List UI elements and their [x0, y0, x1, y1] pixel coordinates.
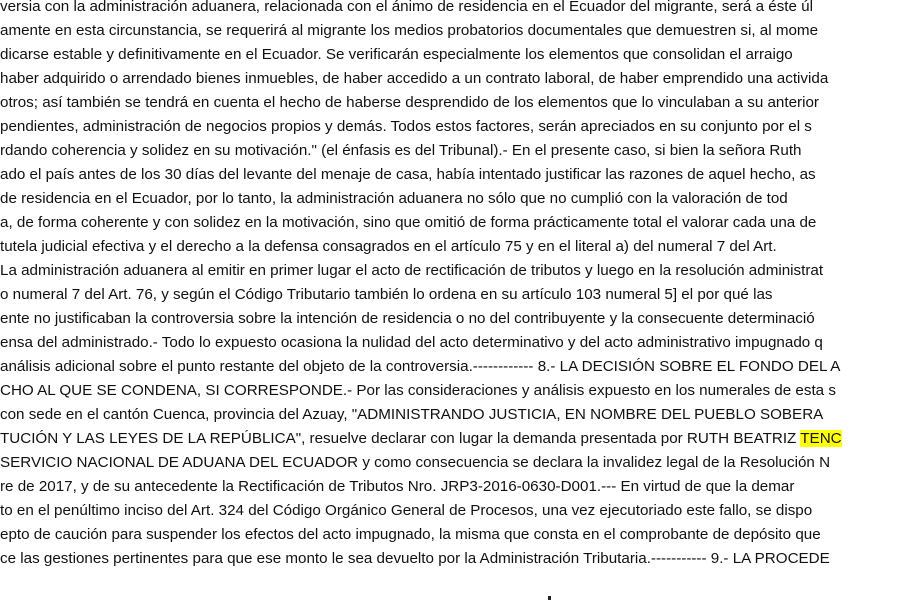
text-line-22: to en el penúltimo inciso del Art. 324 del Código Orgánico General de Procesos, una vez ejecutoriado este fallo, se dispo: [0, 502, 813, 519]
text-line-4: haber adquirido o arrendado bienes inmuebles, de haber accedido a un contrato laboral, de haber emprendido una activida: [0, 70, 829, 87]
text-line-16: análisis adicional sobre el punto restante del objeto de la controversia.------------ 8.- LA DECISIÓN SOBRE EL FONDO DEL A: [0, 358, 841, 375]
text-line-15: ensa del administrado.- Todo lo expuesto ocasiona la nulidad del acto determinativo y del acto administrativo impugnado q: [0, 334, 823, 351]
text-line-10: a, de forma coherente y con solidez en la motivación, sino que omitió de forma prácticamente total el valorar cada una de: [0, 214, 817, 231]
text-line-17: CHO AL QUE SE CONDENA, SI CORRESPONDE.- Por las consideraciones y análisis expuesto en los numerales de esta s: [0, 382, 836, 399]
text-line-19: [0, 427, 900, 451]
text-line-3: dicarse estable y definitivamente en el Ecuador. Se verificarán especialmente los elementos que consolidan el arraigo: [0, 46, 793, 63]
text-line-5: otros; así también se tendrá en cuenta el hecho de haberse desprendido de los elementos que lo vinculaban a su anterior: [0, 94, 819, 111]
text-line-19-text: TUCIÓN Y LAS LEYES DE LA REPÚBLICA", resuelve declarar con lugar la demanda presentada por RUTH BEATRIZ: [0, 430, 801, 447]
text-line-7: rdando coherencia y solidez en su motivación." (el énfasis es del Tribunal).- En el presente caso, si bien la señora Ruth: [0, 142, 802, 159]
text-line-21: re de 2017, y de su antecedente la Rectificación de Tributos Nro. JRP3-2016-0630-D001.--- En virtud de que la demar: [0, 478, 795, 495]
text-line-20: SERVICIO NACIONAL DE ADUANA DEL ECUADOR y como consecuencia se declara la invalidez legal de la Resolución N: [0, 454, 831, 471]
text-line-13: o numeral 7 del Art. 76, y según el Código Tributario también lo ordena en su artículo 103 numeral 5] el por qué las: [0, 286, 773, 303]
text-line-1: versia con la administración aduanera, relacionada con el ánimo de residencia en el Ecuador del migrante, será a éste úl: [0, 0, 814, 15]
highlighted-text[interactable]: TENC: [800, 430, 842, 447]
text-line-23: epto de caución para suspender los efectos del acto impugnado, la misma que consta en el comprobante de depósito que: [0, 526, 821, 543]
text-line-9: de residencia en el Ecuador, por lo tanto, la administración aduanera no sólo que no cumplió con la valoración de tod: [0, 190, 788, 207]
text-line-12: La administración aduanera al emitir en primer lugar el acto de rectificación de tributos y luego en la resolución administrat: [0, 262, 824, 279]
text-line-6: pendientes, administración de negocios propios y demás. Todos estos factores, serán apreciados en su conjunto por el s: [0, 118, 812, 135]
text-line-2: amente en esta circunstancia, se requerirá al migrante los medios probatorios documentales que demuestren si, al mome: [0, 22, 819, 39]
text-line-8: ado el país antes de los 30 días del levante del menaje de casa, había intentado justificar las razones de aquel hecho, as: [0, 166, 816, 183]
text-line-24: ce las gestiones pertinentes para que ese monto le sea devuelto por la Administración Tributaria.----------- 9.- LA PROCEDE: [0, 550, 830, 567]
cropped-glyph-fragment: [548, 596, 551, 600]
text-line-14: ente no justificaban la controversia sobre la intención de residencia o no del contribuyente y la consecuente determinació: [0, 310, 815, 327]
text-line-18: con sede en el cantón Cuenca, provincia del Azuay, "ADMINISTRANDO JUSTICIA, EN NOMBRE DEL PUEBLO SOBERA: [0, 406, 824, 423]
text-line-11: tutela judicial efectiva y el derecho a la defensa consagrados en el artículo 75 y en el literal a) del numeral 7 del Art.: [0, 238, 777, 255]
